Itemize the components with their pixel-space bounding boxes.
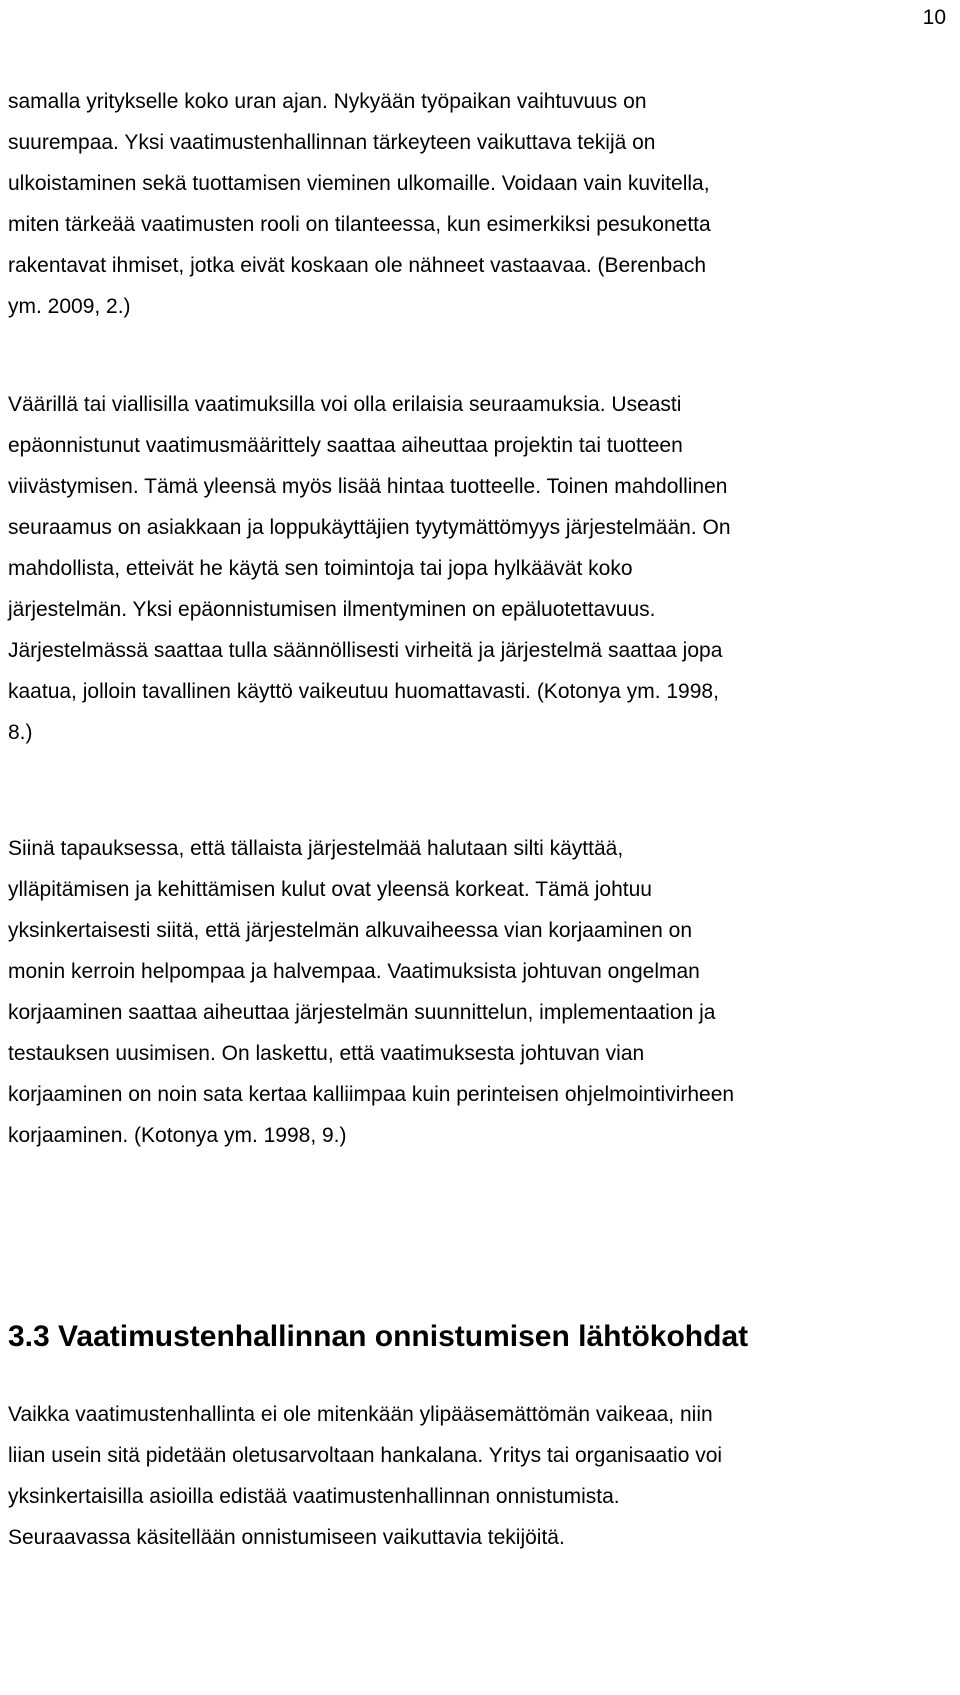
paragraph	[8, 384, 948, 753]
text-line: ylläpitämisen ja kehittämisen kulut ovat yleensä korkeat. Tämä johtuu	[8, 878, 652, 901]
text-line: järjestelmän. Yksi epäonnistumisen ilmentyminen on epäluotettavuus.	[8, 598, 656, 621]
text-line: miten tärkeää vaatimusten rooli on tilanteessa, kun esimerkiksi pesukonetta	[8, 213, 711, 236]
page-number: 10	[922, 6, 946, 29]
paragraph	[8, 828, 948, 1156]
text-line: Väärillä tai viallisilla vaatimuksilla voi olla erilaisia seuraamuksia. Useasti	[8, 393, 682, 416]
text-line: Seuraavassa käsitellään onnistumiseen vaikuttavia tekijöitä.	[8, 1526, 565, 1549]
text-line: liian usein sitä pidetään oletusarvoltaan hankalana. Yritys tai organisaatio voi	[8, 1444, 723, 1467]
text-line: mahdollista, etteivät he käytä sen toimintoja tai jopa hylkäävät koko	[8, 557, 633, 580]
text-line: Siinä tapauksessa, että tällaista järjestelmää halutaan silti käyttää,	[8, 837, 624, 860]
text-line: monin kerroin helpompaa ja halvempaa. Vaatimuksista johtuvan ongelman	[8, 960, 700, 983]
text-line: yksinkertaisesti siitä, että järjestelmän alkuvaiheessa vian korjaaminen on	[8, 919, 692, 942]
text-line: rakentavat ihmiset, jotka eivät koskaan ole nähneet vastaavaa. (Berenbach	[8, 254, 707, 277]
text-line: Järjestelmässä saattaa tulla säännöllisesti virheitä ja järjestelmä saattaa jopa	[8, 639, 723, 662]
paragraph	[8, 81, 948, 327]
text-line: yksinkertaisilla asioilla edistää vaatimustenhallinnan onnistumista.	[8, 1485, 620, 1508]
text-line: seuraamus on asiakkaan ja loppukäyttäjien tyytymättömyys järjestelmään. On	[8, 516, 731, 539]
text-line: ulkoistaminen sekä tuottamisen vieminen ulkomaille. Voidaan vain kuvitella,	[8, 172, 710, 195]
text-line: epäonnistunut vaatimusmäärittely saattaa aiheuttaa projektin tai tuotteen	[8, 434, 683, 457]
text-line: samalla yritykselle koko uran ajan. Nykyään työpaikan vaihtuvuus on	[8, 90, 647, 113]
text-line: korjaaminen on noin sata kertaa kalliimpaa kuin perinteisen ohjelmointivirheen	[8, 1083, 735, 1106]
section-heading: 3.3 Vaatimustenhallinnan onnistumisen lähtökohdat	[8, 1319, 749, 1353]
text-line: Vaikka vaatimustenhallinta ei ole mitenkään ylipääsemättömän vaikeaa, niin	[8, 1403, 713, 1426]
text-line: testauksen uusimisen. On laskettu, että vaatimuksesta johtuvan vian	[8, 1042, 645, 1065]
text-line: korjaaminen. (Kotonya ym. 1998, 9.)	[8, 1124, 347, 1147]
text-line: ym. 2009, 2.)	[8, 295, 131, 318]
paragraph	[8, 1394, 948, 1558]
text-line: korjaaminen saattaa aiheuttaa järjestelmän suunnittelun, implementaation ja	[8, 1001, 716, 1024]
text-line: suurempaa. Yksi vaatimustenhallinnan tärkeyteen vaikuttava tekijä on	[8, 131, 656, 154]
text-line: 8.)	[8, 721, 33, 744]
text-line: kaatua, jolloin tavallinen käyttö vaikeutuu huomattavasti. (Kotonya ym. 1998,	[8, 680, 719, 703]
text-line: viivästymisen. Tämä yleensä myös lisää hintaa tuotteelle. Toinen mahdollinen	[8, 475, 728, 498]
